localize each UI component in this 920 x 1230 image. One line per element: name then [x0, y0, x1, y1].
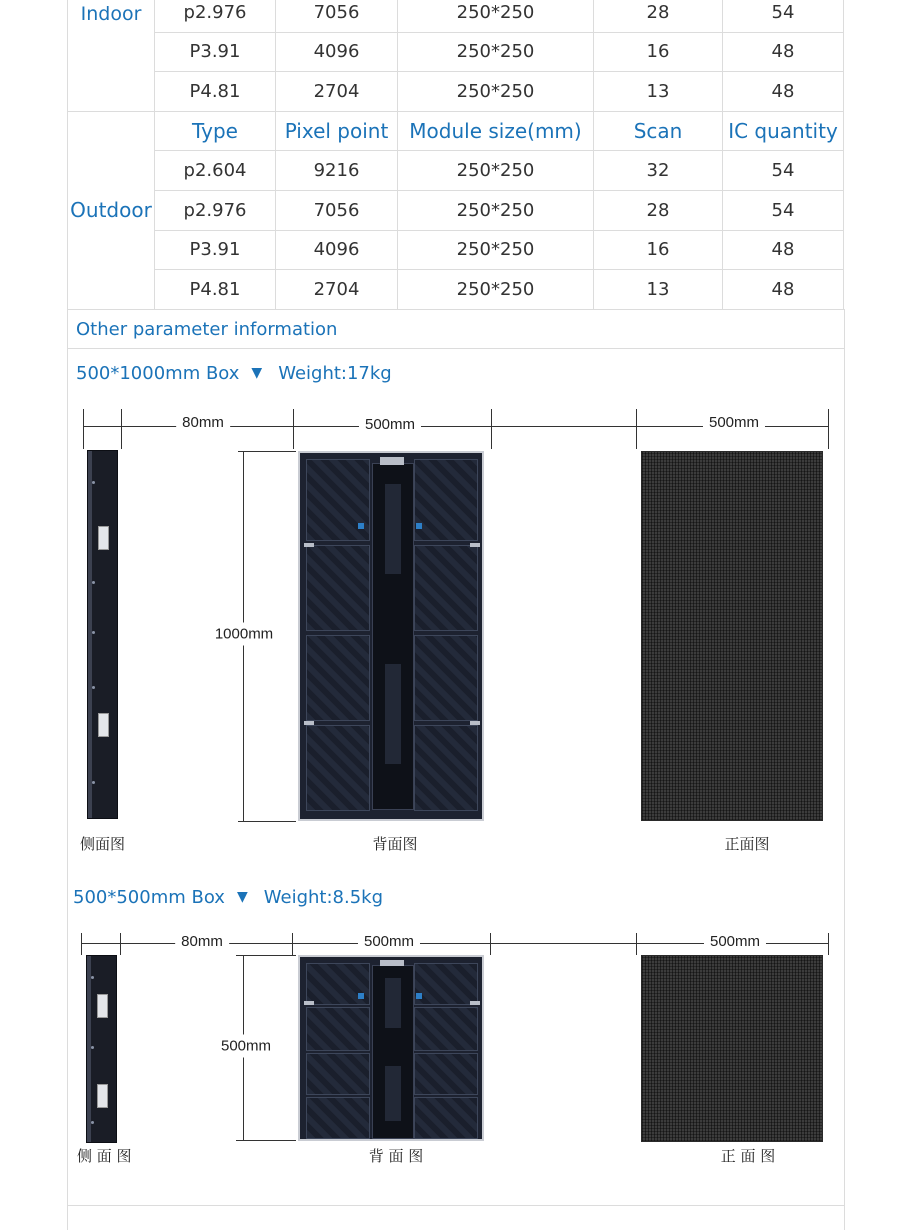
- header-pixel: Pixel point: [276, 111, 398, 151]
- cell-scan: 16: [594, 32, 723, 72]
- table-row: [68, 190, 844, 230]
- table-row: [68, 32, 844, 72]
- header-module: Module size(mm): [398, 111, 594, 151]
- indoor-label: Indoor: [68, 0, 155, 111]
- table-row: [68, 151, 844, 191]
- cell-pixel: 7056: [276, 0, 398, 32]
- cell-ic: 54: [723, 151, 844, 191]
- cell-type: P4.81: [155, 270, 276, 310]
- side-view-caption: 侧 面 图: [77, 1147, 132, 1165]
- box-large-weight: Weight:17kg: [278, 363, 392, 384]
- cell-ic: 48: [723, 72, 844, 112]
- cell-scan: 13: [594, 72, 723, 112]
- dim-tick: [120, 933, 121, 955]
- cell-type: p2.604: [155, 151, 276, 191]
- back-view-image: [298, 955, 484, 1141]
- cell-ic: 48: [723, 270, 844, 310]
- box-small-header: [73, 887, 383, 908]
- back-view-image: [298, 451, 484, 821]
- dim-tick: [828, 933, 829, 955]
- header-scan: Scan: [594, 111, 723, 151]
- cell-pixel: 4096: [276, 230, 398, 270]
- cell-pixel: 4096: [276, 32, 398, 72]
- side-view-image: [87, 450, 118, 819]
- cell-module: 250*250: [398, 151, 594, 191]
- other-info-title: Other parameter information: [76, 319, 338, 340]
- dim-tick: [81, 933, 82, 955]
- triangle-down-icon: ▼: [251, 365, 263, 381]
- front-view-image: [641, 955, 823, 1142]
- back-width-label: 500mm: [359, 416, 421, 433]
- height-label: 1000mm: [215, 623, 273, 646]
- front-view-caption: 正 面 图: [720, 1147, 776, 1165]
- box-small-weight: Weight:8.5kg: [263, 887, 383, 908]
- cell-module: 250*250: [398, 32, 594, 72]
- cell-scan: 32: [594, 151, 723, 191]
- header-type: Type: [155, 111, 276, 151]
- front-width-label: 500mm: [704, 933, 766, 950]
- header-ic: IC quantity: [723, 111, 844, 151]
- cell-type: p2.976: [155, 190, 276, 230]
- table-row: [68, 72, 844, 112]
- dim-tick: [236, 955, 296, 956]
- cell-module: 250*250: [398, 230, 594, 270]
- cell-pixel: 2704: [276, 270, 398, 310]
- dim-line: [491, 426, 636, 427]
- dim-tick: [491, 409, 492, 449]
- cell-scan: 13: [594, 270, 723, 310]
- front-width-label: 500mm: [703, 414, 765, 431]
- table-header-row: [68, 111, 844, 151]
- dim-tick: [238, 821, 296, 822]
- dim-tick: [121, 409, 122, 449]
- box-small-title: 500*500mm Box: [73, 887, 225, 908]
- side-view-image: [86, 955, 117, 1143]
- cell-module: 250*250: [398, 270, 594, 310]
- dim-tick: [636, 933, 637, 955]
- height-label: 500mm: [221, 1035, 271, 1058]
- front-view-caption: 正面图: [724, 835, 770, 853]
- back-view-caption: 背 面 图: [368, 1147, 424, 1165]
- depth-label: 80mm: [176, 414, 230, 431]
- dim-line: [490, 943, 636, 944]
- cell-ic: 54: [723, 190, 844, 230]
- box-large-header: [76, 363, 392, 384]
- cell-type: p2.976: [155, 0, 276, 32]
- cell-type: P4.81: [155, 72, 276, 112]
- dim-tick: [490, 933, 491, 955]
- dim-tick: [636, 409, 637, 449]
- front-view-image: [641, 451, 823, 821]
- cell-pixel: 2704: [276, 72, 398, 112]
- cell-module: 250*250: [398, 190, 594, 230]
- spec-table: [67, 0, 844, 310]
- back-width-label: 500mm: [358, 933, 420, 950]
- table-row: [68, 0, 844, 32]
- cell-pixel: 9216: [276, 151, 398, 191]
- cell-ic: 48: [723, 230, 844, 270]
- cell-ic: 48: [723, 32, 844, 72]
- dim-tick: [238, 451, 296, 452]
- cell-module: 250*250: [398, 72, 594, 112]
- back-view-caption: 背面图: [372, 835, 418, 853]
- cell-scan: 28: [594, 0, 723, 32]
- outdoor-label: Outdoor: [68, 111, 155, 309]
- cell-scan: 28: [594, 190, 723, 230]
- table-row: [68, 270, 844, 310]
- dim-tick: [292, 933, 293, 955]
- cell-ic: 54: [723, 0, 844, 32]
- cell-type: P3.91: [155, 32, 276, 72]
- depth-label: 80mm: [175, 933, 229, 950]
- dim-tick: [236, 1140, 296, 1141]
- cell-module: 250*250: [398, 0, 594, 32]
- cell-pixel: 7056: [276, 190, 398, 230]
- cell-scan: 16: [594, 230, 723, 270]
- divider: [67, 348, 844, 349]
- box-large-title: 500*1000mm Box: [76, 363, 240, 384]
- dim-tick: [293, 409, 294, 449]
- dim-tick: [828, 409, 829, 449]
- dim-tick: [83, 409, 84, 449]
- divider: [67, 1205, 844, 1206]
- cell-type: P3.91: [155, 230, 276, 270]
- table-row: [68, 230, 844, 270]
- triangle-down-icon: ▼: [236, 889, 248, 905]
- side-view-caption: 侧面图: [80, 835, 126, 853]
